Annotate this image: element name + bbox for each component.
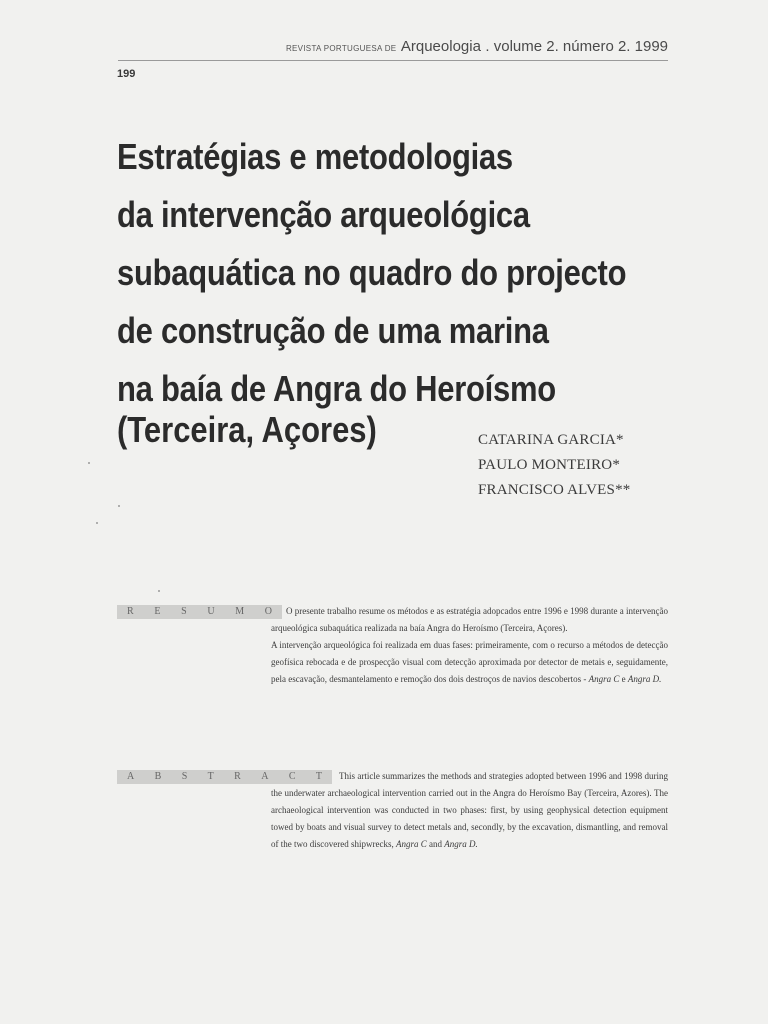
abstract-paragraph xyxy=(271,768,668,853)
shipwreck-name: Angra D. xyxy=(444,839,478,849)
journal-issue: . volume 2. número 2. 1999 xyxy=(485,38,668,55)
author-name: FRANCISCO ALVES** xyxy=(478,482,631,498)
label-letter: S xyxy=(181,771,188,782)
abstract-text xyxy=(271,768,668,853)
title-line: de construção de uma marina xyxy=(117,310,549,351)
shipwreck-name: Angra C xyxy=(395,839,427,849)
resumo-paragraph xyxy=(271,637,668,688)
resumo-label xyxy=(117,605,282,619)
author-name: CATARINA GARCIA* xyxy=(478,432,624,448)
scan-speck xyxy=(158,590,160,592)
label-letter: M xyxy=(235,606,245,617)
label-letter: A xyxy=(261,771,269,782)
abstract-paragraph-text: This article summarizes the methods and strategies adopted between 1996 and 1998 during the underwater archaeological intervention carried out in the Angra do Heroísmo Bay (Terceira, Azores). The archaeological intervention was conducted in two phases: first, by using geophysical detection equipment towed by boats and visual survey to detect metals and, secondly, by the excavation, dismantling, and removal of the two discovered shipwrecks, xyxy=(271,771,668,849)
label-letter: B xyxy=(154,771,162,782)
article-subtitle: (Terceira, Açores) xyxy=(117,409,377,450)
shipwreck-name: Angra C xyxy=(588,674,620,684)
title-line: Estratégias e metodologias xyxy=(117,136,513,177)
header-rule xyxy=(118,60,668,61)
label-letter: T xyxy=(315,771,322,782)
label-letter: O xyxy=(264,606,272,617)
scan-speck xyxy=(96,522,98,524)
page-number: 199 xyxy=(117,68,136,80)
conjunction: e xyxy=(621,674,626,684)
scan-speck xyxy=(118,505,120,507)
journal-prefix: REVISTA PORTUGUESA DE xyxy=(285,44,397,53)
label-letter: A xyxy=(127,771,135,782)
label-letter: E xyxy=(154,606,161,617)
label-letter: S xyxy=(181,606,187,617)
author-list xyxy=(478,428,630,503)
conjunction: and xyxy=(428,839,442,849)
resumo-text xyxy=(271,603,668,688)
title-line: na baía de Angra do Heroísmo xyxy=(117,368,556,409)
title-line: da intervenção arqueológica xyxy=(117,194,530,235)
label-letter: R xyxy=(127,606,134,617)
journal-header xyxy=(0,38,668,56)
shipwreck-name: Angra D. xyxy=(627,674,662,684)
label-letter: U xyxy=(207,606,215,617)
label-letter: R xyxy=(234,771,241,782)
title-line: subaquática no quadro do projecto xyxy=(117,252,627,293)
article-title xyxy=(117,128,627,418)
journal-name: Arqueologia xyxy=(400,38,481,55)
scan-speck xyxy=(88,462,90,464)
author-name: PAULO MONTEIRO* xyxy=(478,457,621,473)
resumo-paragraph: O presente trabalho resume os métodos e as estratégia adopcados entre 1996 e 1998 durante a intervenção arqueológica subaquática realizada na baía Angra do Heroísmo (Terceira, Açores). xyxy=(271,606,668,633)
resumo-paragraph-text: A intervenção arqueológica foi realizada em duas fases: primeiramente, com o recurso a métodos de detecção geofísica rebocada e de prospecção visual com detecção aproximada por detector de metais e, seguidamente, pela escavação, desmantelamento e remoção dos dois destroços de navios descobertos - xyxy=(271,640,668,684)
label-letter: T xyxy=(207,771,214,782)
label-letter: C xyxy=(288,771,296,782)
